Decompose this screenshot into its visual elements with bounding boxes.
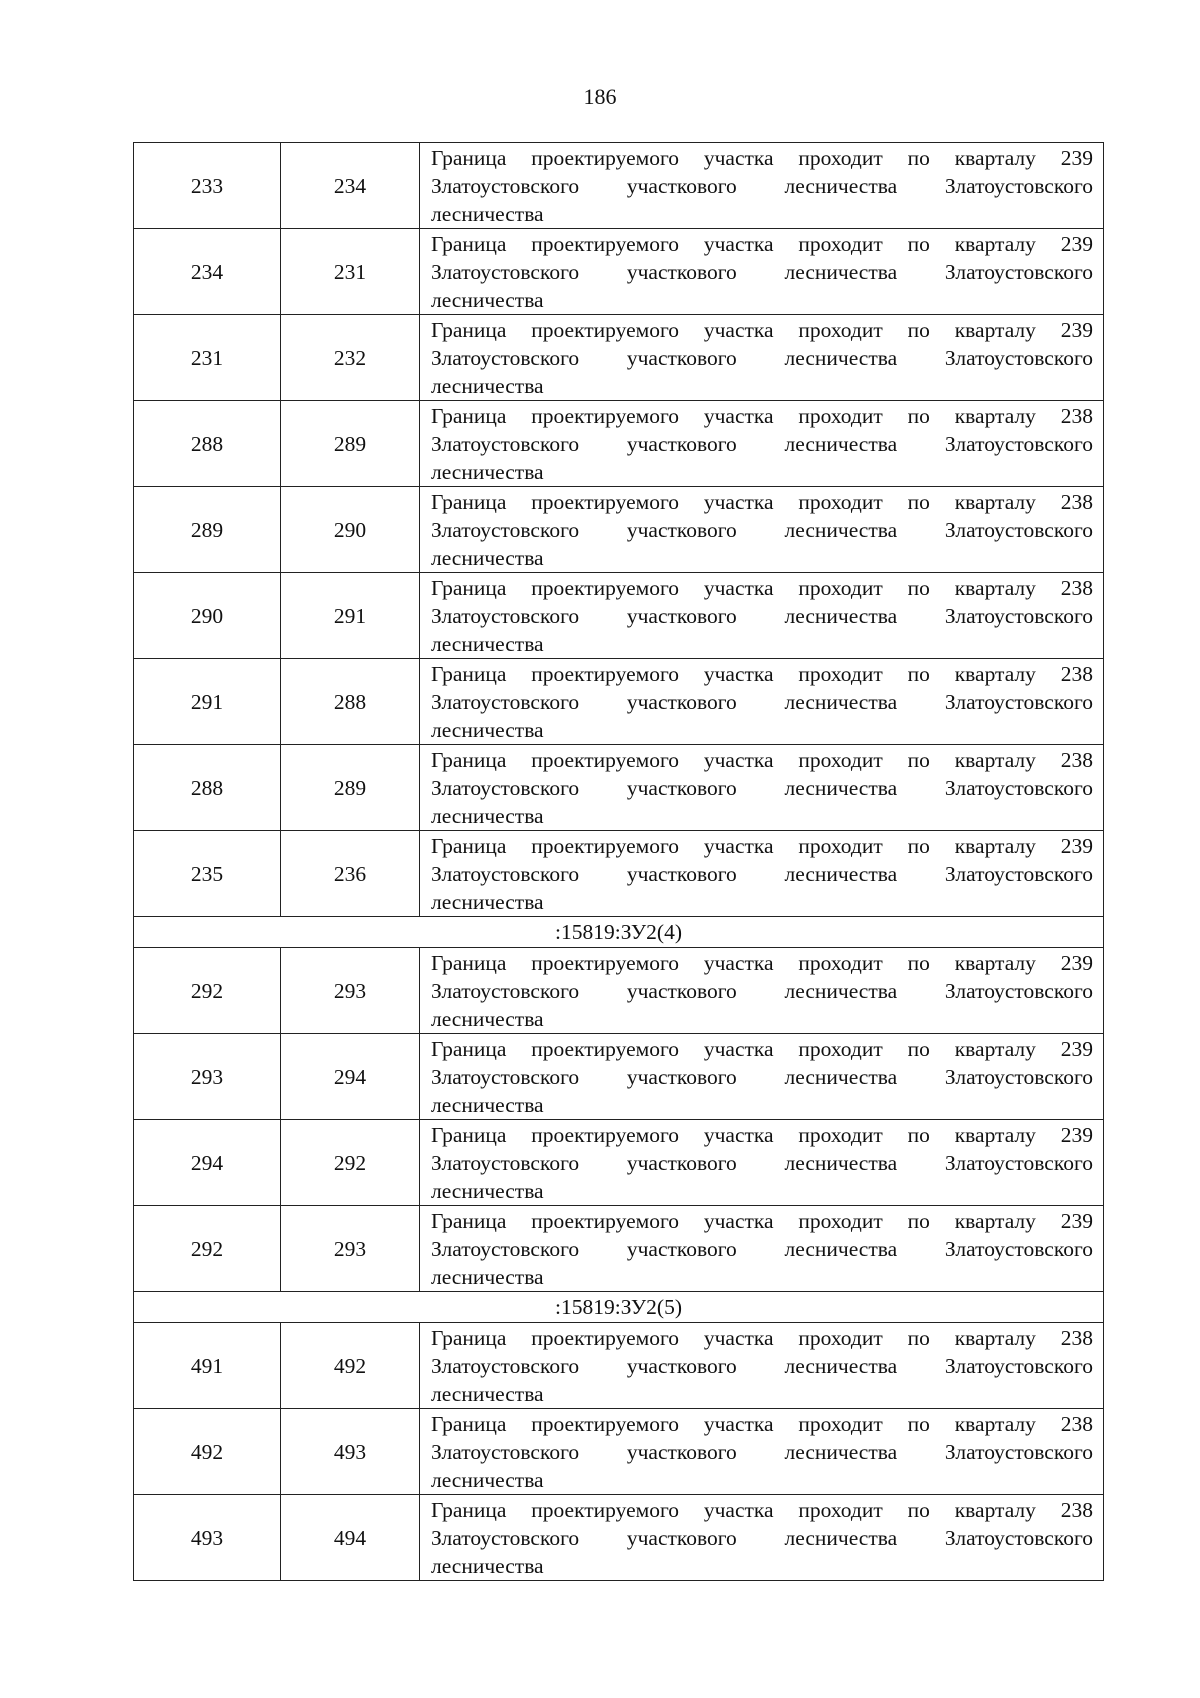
table-row [134, 315, 1104, 401]
description-line: лесничества [431, 202, 544, 226]
description-line: Граница проектируемого участка проходит по кварталу 238 [431, 748, 1093, 772]
description-line: Златоустовского участкового лесничества Златоустовского [431, 174, 1093, 198]
from-point-cell: 492 [134, 1409, 281, 1495]
boundary-description-cell [420, 229, 1104, 315]
table-row [134, 573, 1104, 659]
description-line: Златоустовского участкового лесничества Златоустовского [431, 260, 1093, 284]
boundary-description-cell [420, 1120, 1104, 1206]
from-point-cell: 234 [134, 229, 281, 315]
from-point-cell: 235 [134, 831, 281, 917]
description-line: лесничества [431, 374, 544, 398]
description-line: лесничества [431, 288, 544, 312]
description-line: Граница проектируемого участка проходит по кварталу 238 [431, 490, 1093, 514]
description-line: лесничества [431, 1382, 544, 1406]
description-line: Златоустовского участкового лесничества Златоустовского [431, 346, 1093, 370]
description-line: лесничества [431, 1007, 544, 1031]
description-line: лесничества [431, 890, 544, 914]
description-line: Граница проектируемого участка проходит по кварталу 238 [431, 1498, 1093, 1522]
to-point-cell: 231 [281, 229, 420, 315]
description-line: лесничества [431, 632, 544, 656]
description-line: Граница проектируемого участка проходит по кварталу 239 [431, 318, 1093, 342]
description-line: Граница проектируемого участка проходит по кварталу 239 [431, 951, 1093, 975]
description-line: Граница проектируемого участка проходит по кварталу 238 [431, 1412, 1093, 1436]
description-line: Граница проектируемого участка проходит по кварталу 239 [431, 834, 1093, 858]
description-line: Златоустовского участкового лесничества Златоустовского [431, 979, 1093, 1003]
description-line: Граница проектируемого участка проходит по кварталу 238 [431, 404, 1093, 428]
to-point-cell: 288 [281, 659, 420, 745]
from-point-cell: 290 [134, 573, 281, 659]
to-point-cell: 289 [281, 401, 420, 487]
description-line: лесничества [431, 1468, 544, 1492]
from-point-cell: 288 [134, 401, 281, 487]
description-line: лесничества [431, 1093, 544, 1117]
boundary-description-cell [420, 1034, 1104, 1120]
table-row [134, 745, 1104, 831]
from-point-cell: 293 [134, 1034, 281, 1120]
to-point-cell: 293 [281, 948, 420, 1034]
to-point-cell: 493 [281, 1409, 420, 1495]
description-line: лесничества [431, 1554, 544, 1578]
to-point-cell: 234 [281, 143, 420, 229]
boundary-description-cell [420, 831, 1104, 917]
boundary-description-table [133, 142, 1104, 1581]
description-line: Златоустовского участкового лесничества Златоустовского [431, 1065, 1093, 1089]
to-point-cell: 494 [281, 1495, 420, 1581]
page-number: 186 [583, 84, 617, 109]
boundary-description-cell [420, 1323, 1104, 1409]
section-label: :15819:ЗУ2(4) [134, 917, 1104, 948]
from-point-cell: 493 [134, 1495, 281, 1581]
boundary-description-cell [420, 573, 1104, 659]
boundary-description-cell [420, 1206, 1104, 1292]
description-line: Граница проектируемого участка проходит по кварталу 238 [431, 662, 1093, 686]
from-point-cell: 491 [134, 1323, 281, 1409]
boundary-description-cell [420, 315, 1104, 401]
description-line: Граница проектируемого участка проходит по кварталу 239 [431, 1209, 1093, 1233]
description-line: Златоустовского участкового лесничества Златоустовского [431, 862, 1093, 886]
description-line: Златоустовского участкового лесничества Златоустовского [431, 1354, 1093, 1378]
from-point-cell: 233 [134, 143, 281, 229]
boundary-description-cell [420, 487, 1104, 573]
from-point-cell: 294 [134, 1120, 281, 1206]
description-line: Граница проектируемого участка проходит по кварталу 238 [431, 1326, 1093, 1350]
description-line: лесничества [431, 1179, 544, 1203]
table-row [134, 487, 1104, 573]
description-line: Граница проектируемого участка проходит по кварталу 239 [431, 232, 1093, 256]
section-header-row [134, 917, 1104, 948]
table-row [134, 1323, 1104, 1409]
table-row [134, 401, 1104, 487]
description-line: Златоустовского участкового лесничества Златоустовского [431, 1151, 1093, 1175]
description-line: Златоустовского участкового лесничества Златоустовского [431, 690, 1093, 714]
from-point-cell: 289 [134, 487, 281, 573]
table-row [134, 831, 1104, 917]
description-line: Граница проектируемого участка проходит по кварталу 238 [431, 576, 1093, 600]
to-point-cell: 492 [281, 1323, 420, 1409]
table-row [134, 1206, 1104, 1292]
description-line: Златоустовского участкового лесничества Златоустовского [431, 518, 1093, 542]
table-row [134, 659, 1104, 745]
table-row [134, 1034, 1104, 1120]
to-point-cell: 293 [281, 1206, 420, 1292]
description-line: лесничества [431, 718, 544, 742]
section-label: :15819:ЗУ2(5) [134, 1292, 1104, 1323]
table-body [134, 143, 1104, 1581]
table-row [134, 948, 1104, 1034]
table-row [134, 229, 1104, 315]
boundary-description-cell [420, 1495, 1104, 1581]
description-line: Граница проектируемого участка проходит по кварталу 239 [431, 1037, 1093, 1061]
from-point-cell: 292 [134, 948, 281, 1034]
description-line: Златоустовского участкового лесничества Златоустовского [431, 1440, 1093, 1464]
boundary-description-cell [420, 401, 1104, 487]
from-point-cell: 231 [134, 315, 281, 401]
table-row [134, 143, 1104, 229]
description-line: Златоустовского участкового лесничества Златоустовского [431, 432, 1093, 456]
to-point-cell: 291 [281, 573, 420, 659]
to-point-cell: 292 [281, 1120, 420, 1206]
table-row [134, 1120, 1104, 1206]
description-line: лесничества [431, 1265, 544, 1289]
from-point-cell: 292 [134, 1206, 281, 1292]
boundary-description-cell [420, 143, 1104, 229]
description-line: лесничества [431, 546, 544, 570]
description-line: Златоустовского участкового лесничества Златоустовского [431, 776, 1093, 800]
description-line: Граница проектируемого участка проходит по кварталу 239 [431, 1123, 1093, 1147]
to-point-cell: 232 [281, 315, 420, 401]
description-line: Граница проектируемого участка проходит по кварталу 239 [431, 146, 1093, 170]
from-point-cell: 291 [134, 659, 281, 745]
boundary-description-cell [420, 1409, 1104, 1495]
to-point-cell: 236 [281, 831, 420, 917]
table-row [134, 1409, 1104, 1495]
to-point-cell: 294 [281, 1034, 420, 1120]
description-line: Златоустовского участкового лесничества Златоустовского [431, 1237, 1093, 1261]
section-header-row [134, 1292, 1104, 1323]
to-point-cell: 290 [281, 487, 420, 573]
description-line: лесничества [431, 804, 544, 828]
description-line: лесничества [431, 460, 544, 484]
boundary-description-cell [420, 948, 1104, 1034]
description-line: Златоустовского участкового лесничества Златоустовского [431, 604, 1093, 628]
description-line: Златоустовского участкового лесничества Златоустовского [431, 1526, 1093, 1550]
from-point-cell: 288 [134, 745, 281, 831]
boundary-description-cell [420, 745, 1104, 831]
boundary-description-cell [420, 659, 1104, 745]
to-point-cell: 289 [281, 745, 420, 831]
table-row [134, 1495, 1104, 1581]
